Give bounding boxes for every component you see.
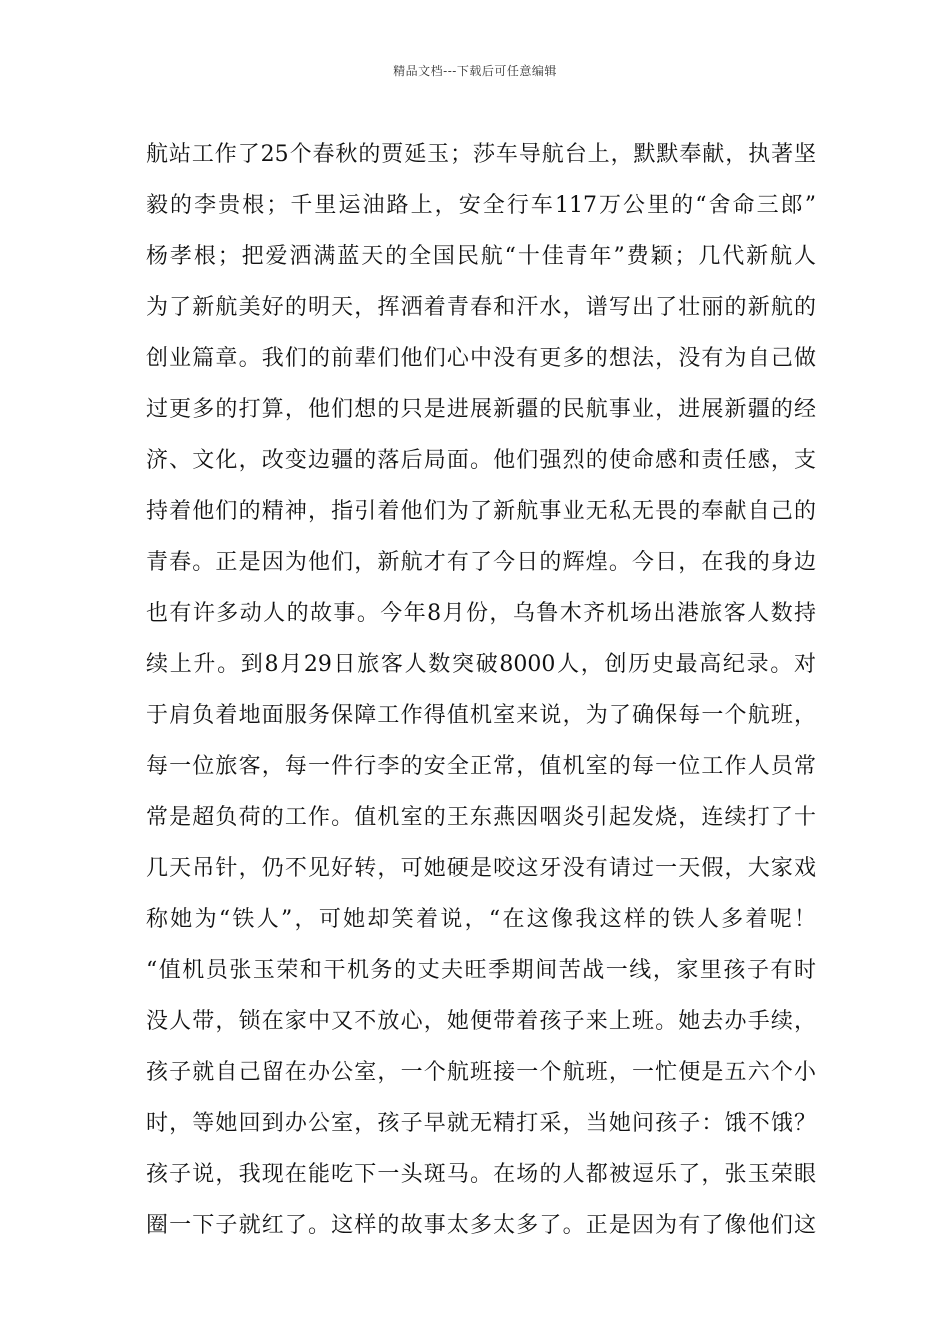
text-line: 青春。正是因为他们，新航才有了今日的辉煌。今日，在我的身边 [146,550,816,575]
text-line: 杨孝根；把爱洒满蓝天的全国民航“十佳青年”费颖；几代新航人 [146,244,816,269]
text-line: 称她为“铁人”，可她却笑着说，“在这像我这样的铁人多着呢！ [146,907,816,932]
text-line: 过更多的打算，他们想的只是进展新疆的民航事业，进展新疆的经 [146,397,816,422]
text-line: 圈一下子就红了。这样的故事太多太多了。正是因为有了像他们这 [146,1213,816,1238]
text-line: 于肩负着地面服务保障工作得值机室来说，为了确保每一个航班， [146,703,816,728]
body-text [146,129,816,1251]
text-line: 为了新航美好的明天，挥洒着青春和汗水，谱写出了壮丽的新航的 [146,295,816,320]
text-line: 每一位旅客，每一件行李的安全正常，值机室的每一位工作人员常 [146,754,816,779]
text-line: 时，等她回到办公室，孩子早就无精打采，当她问孩子：饿不饿？ [146,1111,816,1136]
text-line: 没人带，锁在家中又不放心，她便带着孩子来上班。她去办手续， [146,1009,816,1034]
text-line: 持着他们的精神，指引着他们为了新航事业无私无畏的奉献自己的 [146,499,816,524]
text-line: “值机员张玉荣和干机务的丈夫旺季期间苦战一线，家里孩子有时 [146,958,816,983]
text-line: 航站工作了25个春秋的贾延玉；莎车导航台上，默默奉献，执著坚 [146,142,816,167]
text-line: 也有许多动人的故事。今年8月份，乌鲁木齐机场出港旅客人数持 [146,601,816,626]
text-line: 创业篇章。我们的前辈们他们心中没有更多的想法，没有为自己做 [146,346,816,371]
text-line: 续上升。到8月29日旅客人数突破8000人，创历史最高纪录。对 [146,652,816,677]
text-line: 常是超负荷的工作。值机室的王东燕因咽炎引起发烧，连续打了十 [146,805,816,830]
text-line: 孩子说，我现在能吃下一头斑马。在场的人都被逗乐了，张玉荣眼 [146,1162,816,1187]
page-header: 精品文档---下载后可任意编辑 [393,64,557,78]
text-line: 毅的李贵根；千里运油路上，安全行车117万公里的“舍命三郎” [146,193,816,218]
text-line: 几天吊针，仍不见好转，可她硬是咬这牙没有请过一天假，大家戏 [146,856,816,881]
text-line: 济、文化，改变边疆的落后局面。他们强烈的使命感和责任感，支 [146,448,816,473]
text-line: 孩子就自己留在办公室，一个航班接一个航班，一忙便是五六个小 [146,1060,816,1085]
